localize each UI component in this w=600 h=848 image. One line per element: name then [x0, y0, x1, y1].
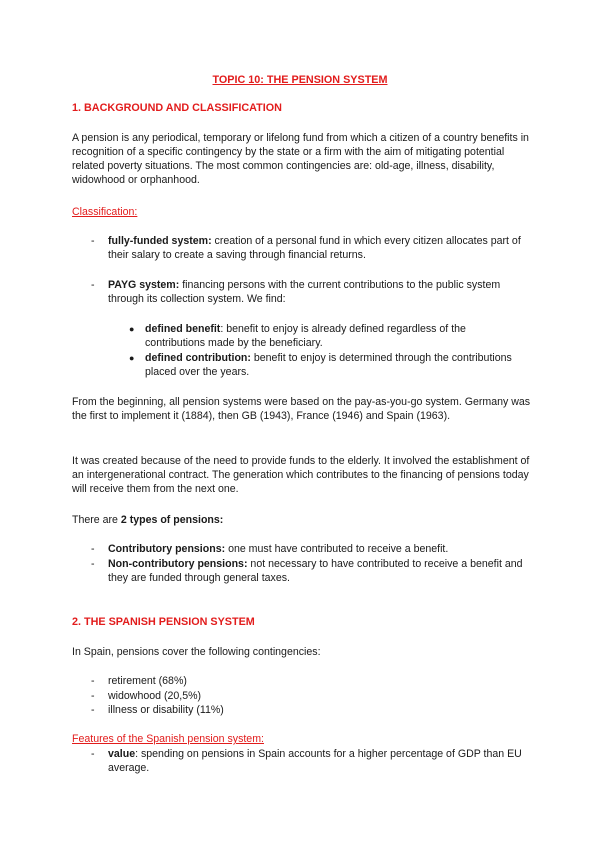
term: fully-funded system: — [108, 235, 212, 247]
section2-heading: 2. THE SPANISH PENSION SYSTEM — [72, 616, 255, 628]
sub-list-item: defined contribution: benefit to enjoy is determined through the contributions placed over the years. — [145, 352, 512, 378]
list-dash: - — [91, 279, 95, 291]
paragraph-created: It was created because of the need to provide funds to the elderly. It involved the establishment of an intergenerational contract. The generation which contributes to the financing of pensions today will receive them from the next one. — [72, 455, 530, 495]
term: PAYG system: — [108, 279, 180, 291]
list-item: Non-contributory pensions: not necessary to have contributed to receive a benefit and they are funded through general taxes. — [108, 558, 523, 584]
list-item: illness or disability (11%) — [108, 704, 224, 716]
bullet-icon: ● — [129, 324, 135, 334]
list-dash: - — [91, 690, 95, 702]
section2-intro: In Spain, pensions cover the following contingencies: — [72, 646, 321, 658]
list-dash: - — [91, 558, 95, 570]
sub-list-item: defined benefit: benefit to enjoy is already defined regardless of the contributions made by the beneficiary. — [145, 323, 466, 349]
features-label: Features of the Spanish pension system: — [72, 733, 264, 745]
list-item: Contributory pensions: one must have contributed to receive a benefit. — [108, 543, 449, 555]
section1-heading: 1. BACKGROUND AND CLASSIFICATION — [72, 102, 282, 114]
section1-intro: A pension is any periodical, temporary or lifelong fund from which a citizen of a country benefits in recognition of a specific contingency by the state or a firm with the aim of mitigating potential related poverty situations. The most common contingencies are: old-age, illness, disability, widowhood or orphanhood. — [72, 132, 529, 186]
bullet-icon: ● — [129, 353, 135, 363]
types-line: There are 2 types of pensions: — [72, 514, 224, 526]
list-dash: - — [91, 748, 95, 760]
list-item: value: spending on pensions in Spain accounts for a higher percentage of GDP than EU average. — [108, 748, 522, 774]
list-dash: - — [91, 543, 95, 555]
list-dash: - — [91, 675, 95, 687]
list-dash: - — [91, 704, 95, 716]
paragraph-history: From the beginning, all pension systems were based on the pay-as-you-go system. Germany was the first to implement it (1884), then GB (1943), France (1946) and Spain (1963). — [72, 396, 531, 422]
classification-label: Classification: — [72, 206, 138, 218]
list-item: PAYG system: financing persons with the current contributions to the public system through its collection system. We find: — [108, 279, 501, 305]
list-dash: - — [91, 235, 95, 247]
document-title: TOPIC 10: THE PENSION SYSTEM — [212, 74, 388, 86]
list-item: fully-funded system: creation of a personal fund in which every citizen allocates part of their salary to create a saving through financial returns. — [108, 235, 521, 261]
list-item: widowhood (20,5%) — [108, 690, 202, 702]
list-item: retirement (68%) — [108, 675, 187, 687]
